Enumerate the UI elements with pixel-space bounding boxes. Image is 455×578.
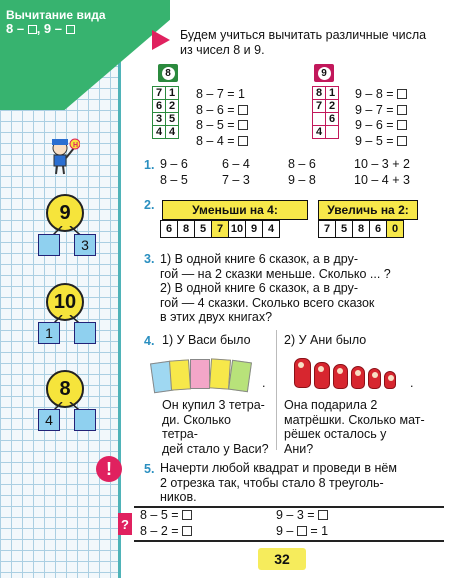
answer-box[interactable] xyxy=(397,120,407,130)
matryoshka-icon xyxy=(384,371,396,389)
equation: 8 – 4 = xyxy=(196,134,248,150)
diagram-top-number: 10 xyxy=(46,283,84,321)
equation: 8 – 5 = xyxy=(196,118,248,134)
increase-sequence: 7 5 8 6 0 xyxy=(318,220,404,238)
diagram-left-box: 4 xyxy=(38,409,60,431)
number-badge-9: 9 xyxy=(314,64,334,82)
matryoshka-icon xyxy=(368,368,381,389)
page-edge xyxy=(118,0,121,578)
topic-line1: Вычитание вида xyxy=(6,8,106,22)
bottom-left-equations xyxy=(140,508,192,539)
matryoshka-icon xyxy=(314,362,330,389)
decrease-sequence: 6 8 5 7 10 9 4 xyxy=(160,220,280,238)
blank-square-icon xyxy=(28,25,37,34)
task-number: 2. xyxy=(144,198,155,212)
task1-col: 9 – 6 8 – 5 xyxy=(160,157,188,187)
task1-col: 8 – 6 9 – 8 xyxy=(288,157,316,187)
diagram-right-box[interactable] xyxy=(74,409,96,431)
equation: 9 – 3 = xyxy=(276,508,328,524)
topic-title xyxy=(6,8,106,36)
equation: 8 – 2 = xyxy=(140,524,192,540)
diagram-top-number: 8 xyxy=(46,370,84,408)
task-number: 1. xyxy=(144,158,155,172)
task3-text: 1) В одной книге 6 сказок, а в дру- гой — на 2 сказки меньше. Сколько ... ? 2) В одной книге 6 сказок, а в дру- гой — 4 сказки. Сколько всего сказок в этих двух книгах? xyxy=(160,252,391,324)
topic-line2: 8 – , 9 – xyxy=(6,22,106,36)
question-icon: ? xyxy=(118,513,132,535)
task-number: 4. xyxy=(144,334,155,348)
answer-box[interactable] xyxy=(318,510,328,520)
answer-box[interactable] xyxy=(238,136,248,146)
matryoshka-icon xyxy=(351,366,365,389)
attention-icon: ! xyxy=(96,456,122,482)
notebook-icon xyxy=(228,360,252,392)
number-badge-8: 8 xyxy=(158,64,178,82)
equation: 9 – 6 = xyxy=(355,118,407,134)
increase-label: Увеличь на 2: xyxy=(318,200,418,220)
answer-box[interactable] xyxy=(182,510,192,520)
pointer-arrow-icon xyxy=(152,30,170,50)
task4-right-text: Она подарила 2 матрёшки. Сколько мат- рёшек осталось у Ани? xyxy=(284,398,425,456)
notebooks-illustration xyxy=(152,356,260,396)
diagram-left-box[interactable] xyxy=(38,234,60,256)
task5-text: Начерти любой квадрат и проведи в нём 2 отрезка так, чтобы стало 8 треуголь- ников. xyxy=(160,461,397,504)
intro-text: Будем учиться вычитать различные числа из чисел 8 и 9. xyxy=(180,28,427,57)
task4-left-text: Он купил 3 тетра- ди. Сколько тетра- дей стало у Васи? xyxy=(162,398,269,456)
pencil-character-icon xyxy=(48,136,80,176)
answer-box[interactable] xyxy=(397,136,407,146)
svg-text:Н: Н xyxy=(73,142,79,149)
equation: 8 – 6 = xyxy=(196,103,248,119)
equation: 9 – 5 = xyxy=(355,134,407,150)
decrease-label: Уменьши на 4: xyxy=(162,200,308,220)
task4-left-title: 1) У Васи было xyxy=(162,333,251,347)
answer-box[interactable] xyxy=(182,526,192,536)
answer-box[interactable] xyxy=(397,89,407,99)
diagram-left-box: 1 xyxy=(38,322,60,344)
composition-table-8: 7 1 6 2 3 5 4 4 xyxy=(152,86,179,139)
matryoshka-icon xyxy=(333,364,348,389)
answer-box[interactable] xyxy=(238,120,248,130)
bottom-right-equations xyxy=(276,508,328,539)
diagram-right-box: 3 xyxy=(74,234,96,256)
task1-col: 6 – 4 7 – 3 xyxy=(222,157,250,187)
equations-8 xyxy=(196,87,248,149)
task-number: 5. xyxy=(144,462,155,476)
equation: 8 – 7 = 1 xyxy=(196,87,245,101)
diagram-top-number: 9 xyxy=(46,194,84,232)
composition-table-9: 8 1 7 2 6 4 xyxy=(312,86,339,139)
diagram-right-box[interactable] xyxy=(74,322,96,344)
equations-9 xyxy=(355,87,407,149)
equation: 9 – = 1 xyxy=(276,523,329,538)
page-number: 32 xyxy=(258,548,306,570)
task-number: 3. xyxy=(144,252,155,266)
task4-right-title: 2) У Ани было xyxy=(284,333,367,347)
answer-box[interactable] xyxy=(297,526,307,536)
equation: 9 – 8 = xyxy=(355,87,407,103)
notebook-icon xyxy=(190,359,210,389)
divider xyxy=(134,540,444,542)
notebook-icon xyxy=(169,359,191,390)
task1-col: 10 – 3 + 2 10 – 4 + 3 xyxy=(354,157,410,187)
answer-box[interactable] xyxy=(238,105,248,115)
blank-square-icon xyxy=(66,25,75,34)
matryoshka-icon xyxy=(294,358,311,388)
equation: 9 – 7 = xyxy=(355,103,407,119)
divider xyxy=(276,330,277,450)
answer-box[interactable] xyxy=(397,105,407,115)
equation: 8 – 5 = xyxy=(140,508,192,524)
